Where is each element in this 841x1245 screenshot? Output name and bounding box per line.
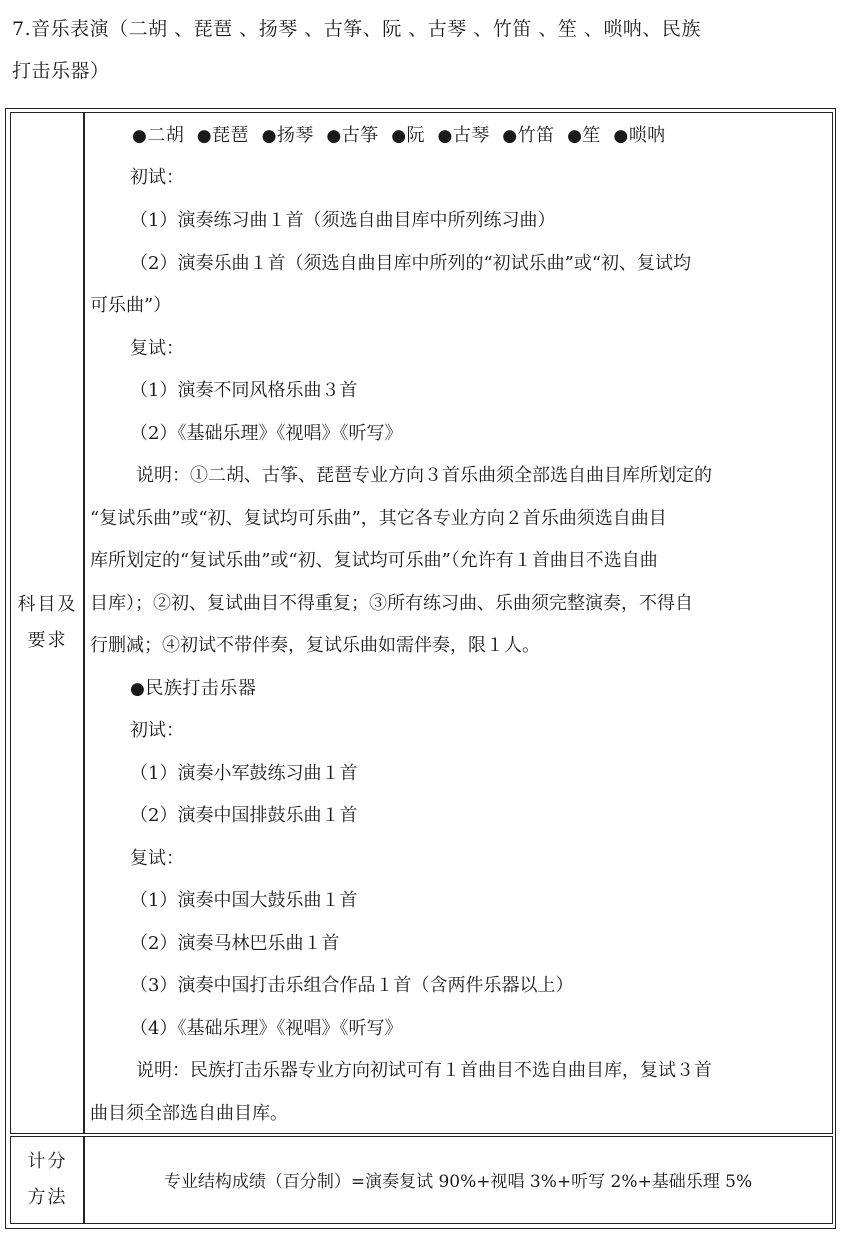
percussion-prelim-item: （2）演奏中国排鼓乐曲１首 <box>130 805 358 826</box>
instrument-item: ●古琴 <box>437 125 490 146</box>
note-line: “复试乐曲”或“初、复试均可乐曲”，其它各专业方向２首乐曲须选自曲目 <box>90 508 667 529</box>
percussion-title: ●民族打击乐器 <box>130 678 257 699</box>
instrument-item: ●琵琶 <box>196 125 250 146</box>
instrument-item: ●唢呐 <box>613 125 666 146</box>
prelim-title: 初试： <box>130 167 184 188</box>
content-cell-scoring <box>83 1136 833 1224</box>
percussion-final-item: （4）《基础乐理》《视唱》《听写》 <box>130 1018 403 1039</box>
note-line: 说明：①二胡、古筝、琵琶专业方向３首乐曲须全部选自曲目库所划定的 <box>136 465 712 486</box>
heading-line-2: 打击乐器） <box>12 60 110 82</box>
percussion-final-title: 复试： <box>130 848 184 869</box>
instrument-item: ●二胡 <box>132 125 185 146</box>
label-cell-scoring <box>10 1136 85 1224</box>
percussion-final-item: （1）演奏中国大鼓乐曲１首 <box>130 890 358 911</box>
final-title: 复试： <box>130 338 184 359</box>
percussion-final-item: （3）演奏中国打击乐组合作品１首（含两件乐器以上） <box>130 975 574 996</box>
percussion-note-line: 说明：民族打击乐器专业方向初试可有１首曲目不选自曲目库，复试３首 <box>136 1060 712 1081</box>
instrument-item: ●扬琴 <box>261 125 314 146</box>
note-line: 目库）；②初、复试曲目不得重复；③所有练习曲、乐曲须完整演奏，不得自 <box>90 593 693 614</box>
prelim-item: （1）演奏练习曲１首（须选自曲目库中所列练习曲） <box>130 210 556 231</box>
scoring-formula: 专业结构成绩（百分制）=演奏复试 90%+视唱 3%+听写 2%+基础乐理 5% <box>163 1172 753 1192</box>
instrument-item: ●竹笛 <box>502 125 555 146</box>
note-line: 库所划定的“复试乐曲”或“初、复试均可乐曲”（允许有１首曲目不选自曲 <box>90 550 658 571</box>
requirements-table <box>5 108 836 1229</box>
label-cell-requirements <box>10 112 85 1134</box>
percussion-prelim-item: （1）演奏小军鼓练习曲１首 <box>130 763 358 784</box>
label-requirements: 科目及 要求 <box>17 594 78 651</box>
heading-line-1: 7.音乐表演（二胡 、琵琶 、扬琴 、古筝、阮 、古琴 、竹笛 、笙 、唢呐、民族 <box>12 18 701 40</box>
note-line: 行删减；④初试不带伴奏，复试乐曲如需伴奏，限１人。 <box>90 635 540 656</box>
content-cell-requirements <box>83 112 833 1134</box>
instrument-list <box>132 121 666 151</box>
instrument-item: ●古筝 <box>326 125 379 146</box>
instrument-item: ●阮 <box>391 125 426 146</box>
instrument-item: ●笙 <box>567 125 601 146</box>
section-heading <box>12 8 832 92</box>
percussion-note-line: 曲目须全部选自曲目库。 <box>90 1103 288 1124</box>
label-scoring: 计分 方法 <box>27 1151 68 1208</box>
final-item: （2）《基础乐理》《视唱》《听写》 <box>130 423 403 444</box>
percussion-prelim-title: 初试： <box>130 720 184 741</box>
percussion-final-item: （2）演奏马林巴乐曲１首 <box>130 933 340 954</box>
prelim-item: （2）演奏乐曲１首（须选自曲目库中所列的“初试乐曲”或“初、复试均 <box>130 253 692 274</box>
final-item: （1）演奏不同风格乐曲３首 <box>130 380 358 401</box>
prelim-item-continued: 可乐曲”） <box>90 295 172 316</box>
